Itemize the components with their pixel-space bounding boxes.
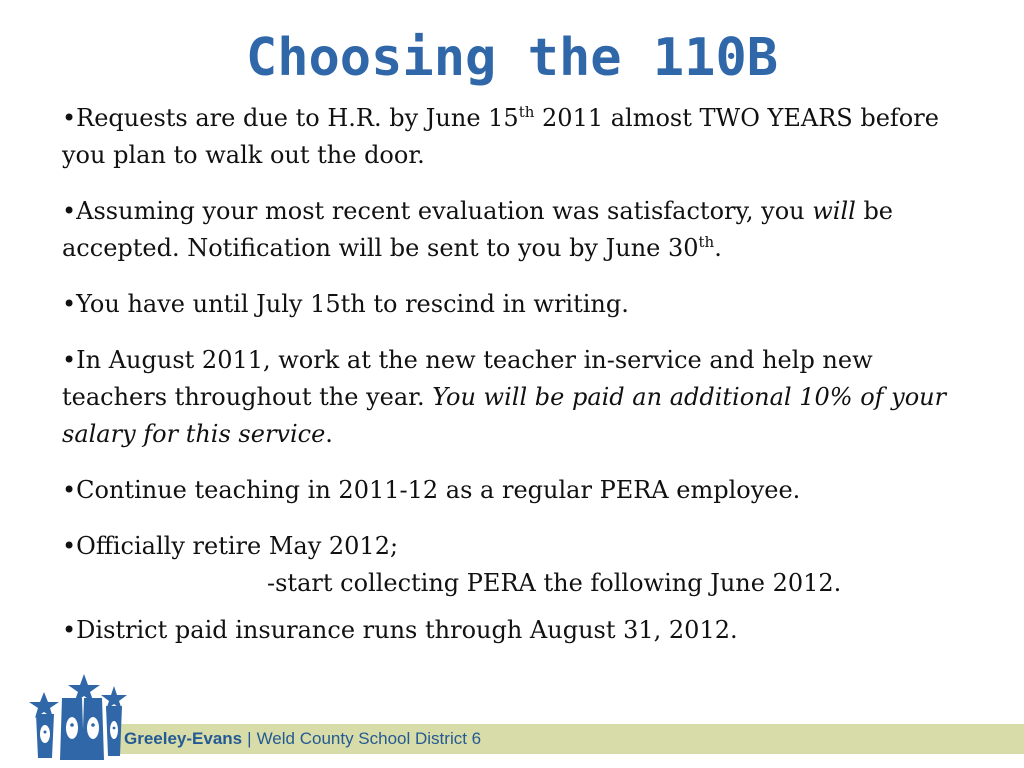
bullet-officially-retire [62,528,982,602]
bullet-text: Requests are due to H.R. by June 15 [76,104,519,132]
bullet-text: Continue teaching in 2011-12 as a regular PERA employee. [76,476,801,504]
bullet-insurance [62,612,982,649]
bullet-text: be accepted. Notification will be sent to you by June 30 [62,197,894,262]
logo-face-icon [87,717,99,739]
bullet-acceptance [62,193,982,267]
footer-separator: | [247,729,252,748]
bullet-marker: • [62,197,77,225]
ordinal-suffix: th [698,233,715,251]
bullet-text: . [714,234,722,262]
logo-face-icon [110,721,118,739]
footer-org: Greeley-Evans [124,729,243,748]
bullet-text: 2011 almost TWO YEARS before you plan to walk out the door. [62,104,939,169]
bullet-text: Officially retire May 2012; [76,532,399,560]
bullet-requests-due [62,100,982,174]
bullet-marker: • [62,616,77,644]
bullet-continue-teaching [62,472,982,509]
bullet-rescind [62,286,982,323]
footer-district: Weld County School District 6 [256,729,482,748]
bullet-marker: • [62,104,77,132]
bullet-text: District paid insurance runs through August 31, 2012. [76,616,738,644]
bullet-marker: • [62,346,77,374]
bullet-marker: • [62,290,77,318]
emphasis-text: You will be paid an additional 10% of your salary for this service [62,383,947,448]
slide-title: Choosing the 110B [245,28,779,88]
ordinal-suffix: th [518,103,535,121]
bullet-text: Assuming your most recent evaluation was satisfactory, you [76,197,813,225]
bullet-text: . [325,420,333,448]
logo-face-icon [66,717,78,739]
bullet-text: You have until July 15th to rescind in writing. [76,290,629,318]
bullet-marker: • [62,532,77,560]
bullet-subline: -start collecting PERA the following June 2012. [267,569,842,597]
bullet-text: In August 2011, work at the new teacher in-service and help new teachers throughout the year. [62,346,873,411]
logo-face-icon [40,725,50,743]
bullet-list [62,100,982,668]
bullet-in-service [62,342,982,453]
bullet-marker: • [62,476,77,504]
emphasis-text: will [812,197,856,225]
footer-district-name [124,726,481,752]
district-logo-icon [22,672,132,764]
